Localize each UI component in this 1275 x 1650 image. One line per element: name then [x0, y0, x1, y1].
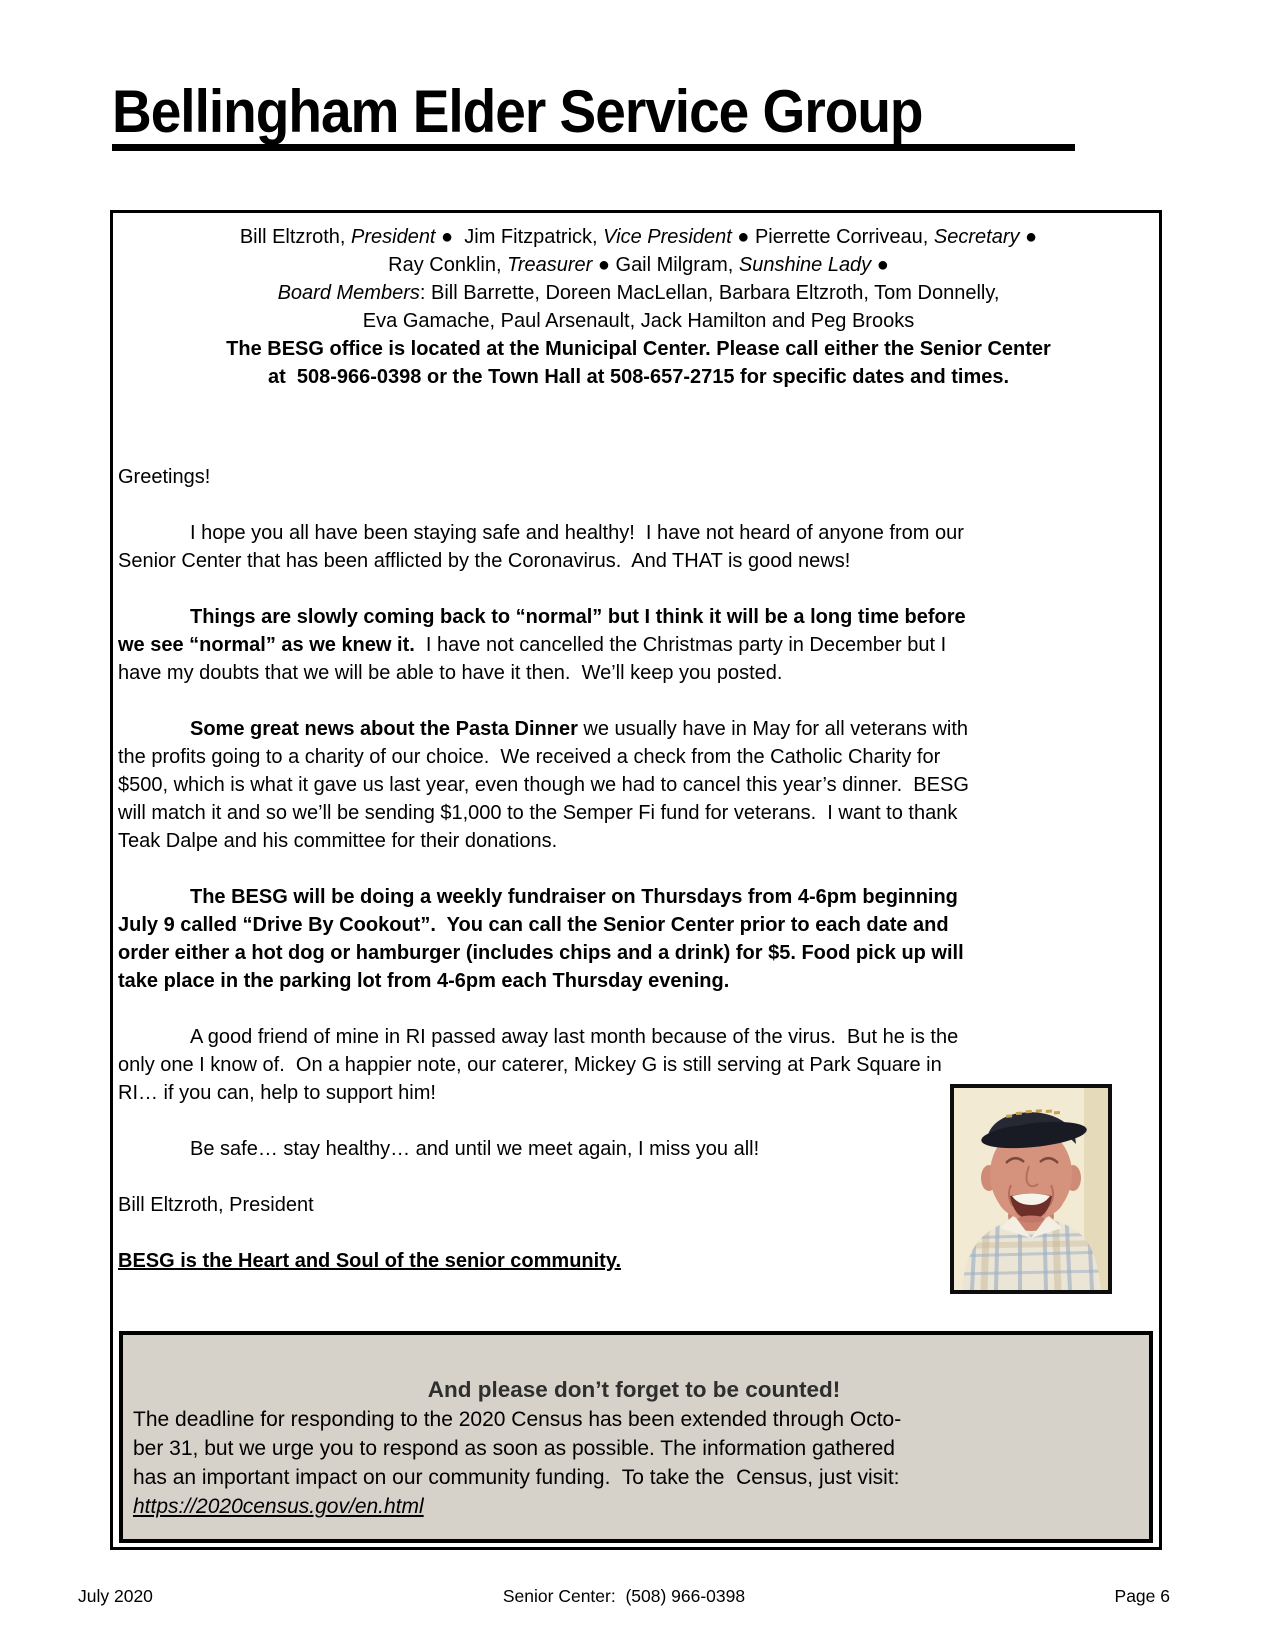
text-line: order either a hot dog or hamburger (includes chips and a drink) for $5. Food pick up will [118, 942, 964, 964]
president-photo [950, 1084, 1112, 1294]
greeting-paragraph [118, 463, 1118, 491]
census-url-link[interactable]: https://2020census.gov/en.html [133, 1495, 424, 1518]
text-line: BESG is the Heart and Soul of the senior community. [118, 1250, 622, 1272]
text-line: The BESG office is located at the Municipal Center. Please call either the Senior Center [226, 338, 1051, 360]
text-line: have my doubts that we will be able to have it then. We’ll keep you posted. [118, 662, 783, 684]
footer-phone: Senior Center: (508) 966-0398 [502, 1586, 746, 1606]
census-text-line: ber 31, but we urge you to respond as soon as possible. The information gathered [133, 1437, 895, 1460]
text-line: Greetings! [118, 466, 211, 488]
text-line: $500, which is what it gave us last year, even though we had to cancel this year’s dinner. BESG [118, 774, 969, 796]
text-line: Some great news about the Pasta Dinner we usually have in May for all veterans with [190, 718, 969, 740]
census-heading: And please don’t forget to be counted! [427, 1377, 841, 1402]
letter-box-inner [113, 213, 1159, 1518]
census-notice-box [119, 1331, 1153, 1543]
letter-box [110, 210, 1162, 1550]
footer-date: July 2020 [78, 1586, 153, 1606]
text-line: The BESG will be doing a weekly fundraiser on Thursdays from 4-6pm beginning [190, 886, 958, 908]
text-line: Ray Conklin, Treasurer ● Gail Milgram, Sunshine Lady ● [388, 254, 889, 276]
masthead [112, 76, 1075, 151]
text-line: Board Members: Bill Barrette, Doreen MacLellan, Barbara Eltzroth, Tom Donnelly, [277, 282, 1000, 304]
text-line: at 508-966-0398 or the Town Hall at 508-657-2715 for specific dates and times. [267, 366, 1010, 388]
text-line: will match it and so we’ll be sending $1,000 to the Semper Fi fund for veterans. I want to thank [118, 802, 958, 824]
text-line: Eva Gamache, Paul Arsenault, Jack Hamilton and Peg Brooks [362, 310, 915, 332]
text-line: only one I know of. On a happier note, our caterer, Mickey G is still serving at Park Square in [118, 1054, 942, 1076]
text-line: Bill Eltzroth, President ● Jim Fitzpatrick, Vice President ● Pierrette Corriveau, Secretary ● [239, 226, 1038, 248]
text-line: RI… if you can, help to support him! [118, 1082, 436, 1104]
paragraph-staying-safe [118, 519, 1118, 575]
text-line: we see “normal” as we knew it. I have not cancelled the Christmas party in December but I [118, 634, 947, 656]
text-line: Senior Center that has been afflicted by the Coronavirus. And THAT is good news! [118, 550, 851, 572]
text-line: the profits going to a charity of our choice. We received a check from the Catholic Charity for [118, 746, 941, 768]
text-line: Teak Dalpe and his committee for their donations. [118, 830, 558, 852]
text-line: take place in the parking lot from 4-6pm each Thursday evening. [118, 970, 730, 992]
text-line: A good friend of mine in RI passed away last month because of the virus. But he is the [190, 1026, 959, 1048]
text-line: I hope you all have been staying safe and healthy! I have not heard of anyone from our [190, 522, 964, 544]
president-photo-image [954, 1088, 1108, 1290]
paragraph-pasta-dinner [118, 715, 1118, 855]
text-line: Things are slowly coming back to “normal” but I think it will be a long time before [190, 606, 966, 628]
board-info [118, 223, 1159, 391]
footer-page-number: Page 6 [1114, 1586, 1170, 1606]
text-line: Bill Eltzroth, President [118, 1194, 314, 1216]
page-title: Bellingham Elder Service Group [112, 76, 923, 146]
text-line: July 9 called “Drive By Cookout”. You can call the Senior Center prior to each date and [118, 914, 949, 936]
paragraph-back-to-normal [118, 603, 1118, 687]
page-footer [78, 1584, 1170, 1608]
text-line: Be safe… stay healthy… and until we meet again, I miss you all! [190, 1138, 760, 1160]
census-text-line: has an important impact on our community funding. To take the Census, just visit: [133, 1466, 900, 1489]
census-text-line: The deadline for responding to the 2020 Census has been extended through Octo- [133, 1408, 902, 1431]
paragraph-drive-by-cookout [118, 883, 1118, 995]
